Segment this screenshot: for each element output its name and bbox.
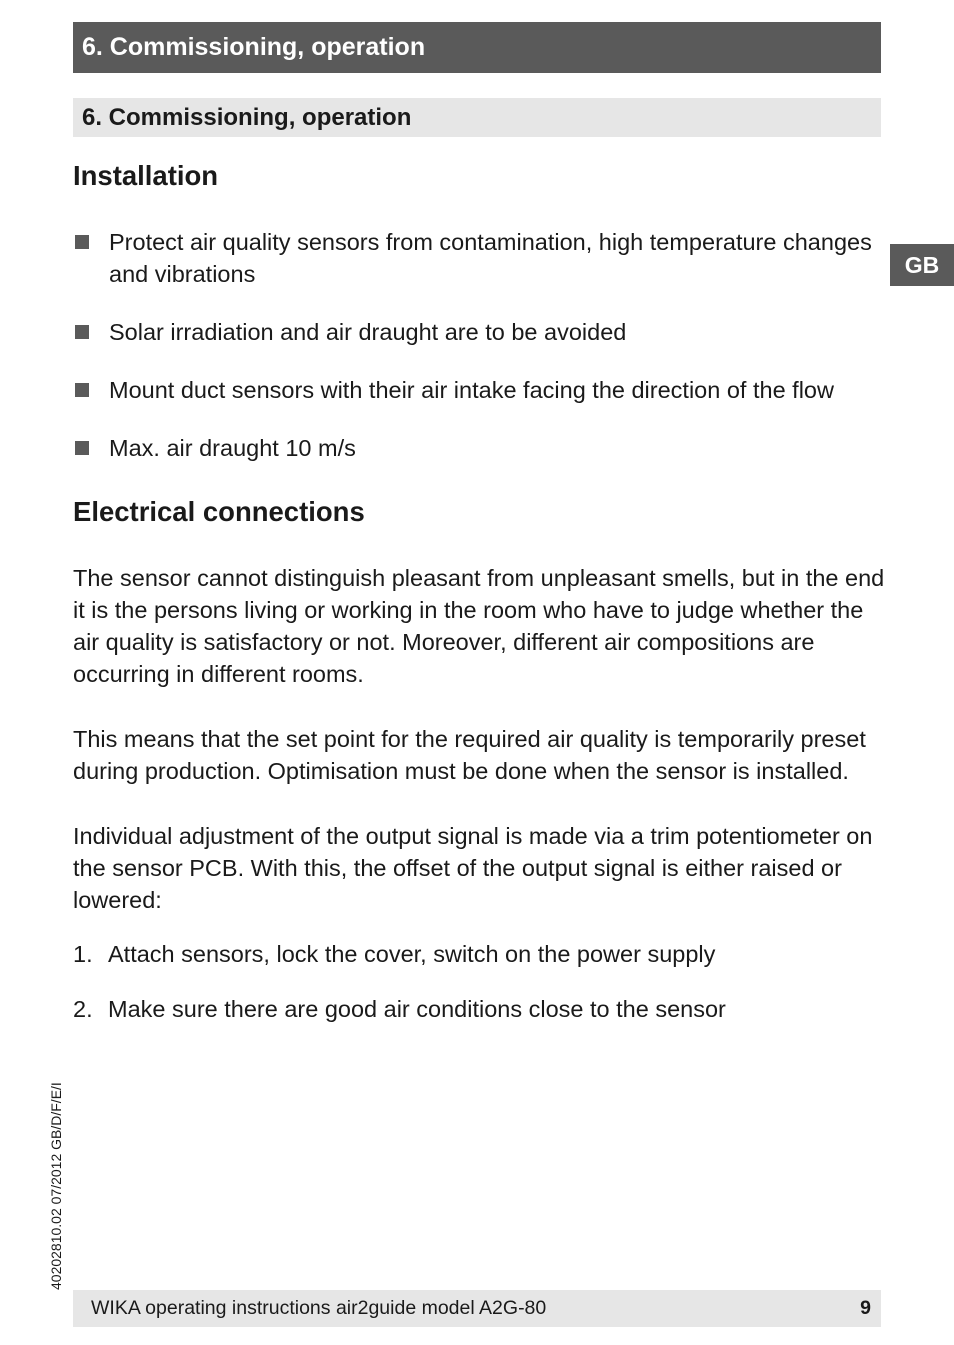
square-bullet-icon <box>75 235 89 249</box>
main-content <box>73 160 885 1048</box>
paragraph: This means that the set point for the required air quality is temporarily preset during production. Optimisation must be done when the sensor is installed. <box>73 726 866 784</box>
document-code: 40202810.02 07/2012 GB/D/F/E/I <box>48 1082 64 1290</box>
footer-text: WIKA operating instructions air2guide model A2G-80 <box>91 1297 547 1319</box>
step-text: Make sure there are good air conditions close to the sensor <box>108 996 726 1022</box>
list-item <box>73 226 885 290</box>
list-item-text: Solar irradiation and air draught are to be avoided <box>109 319 627 345</box>
list-item <box>73 432 885 464</box>
electrical-title: Electrical connections <box>73 496 365 527</box>
list-item <box>73 374 885 406</box>
step-number: 1. <box>73 941 93 967</box>
square-bullet-icon <box>75 383 89 397</box>
steps-list <box>73 938 885 1025</box>
page-footer <box>73 1290 881 1327</box>
page-number: 9 <box>860 1297 871 1319</box>
list-item <box>73 316 885 348</box>
paragraph: The sensor cannot distinguish pleasant from unpleasant smells, but in the end it is the persons living or working in the room who have to judge whether the air quality is satisfactory or not. Moreover, different air compositions are occurring in different rooms. <box>73 565 885 687</box>
list-item-text: Protect air quality sensors from contamination, high temperature changes and vibrations <box>109 229 872 287</box>
step-number: 2. <box>73 996 93 1022</box>
chapter-header: 6. Commissioning, operation <box>73 22 881 73</box>
square-bullet-icon <box>75 441 89 455</box>
square-bullet-icon <box>75 325 89 339</box>
step-item <box>73 993 885 1025</box>
step-text: Attach sensors, lock the cover, switch on the power supply <box>108 941 716 967</box>
paragraph: Individual adjustment of the output signal is made via a trim potentiometer on the sensor PCB. With this, the offset of the output signal is either raised or lowered: <box>73 823 873 913</box>
list-item-text: Max. air draught 10 m/s <box>109 435 356 461</box>
section-header: 6. Commissioning, operation <box>73 98 881 137</box>
language-tab: GB <box>890 244 954 286</box>
installation-list <box>73 226 885 464</box>
list-item-text: Mount duct sensors with their air intake facing the direction of the flow <box>109 377 834 403</box>
installation-title: Installation <box>73 160 219 191</box>
step-item <box>73 938 885 970</box>
